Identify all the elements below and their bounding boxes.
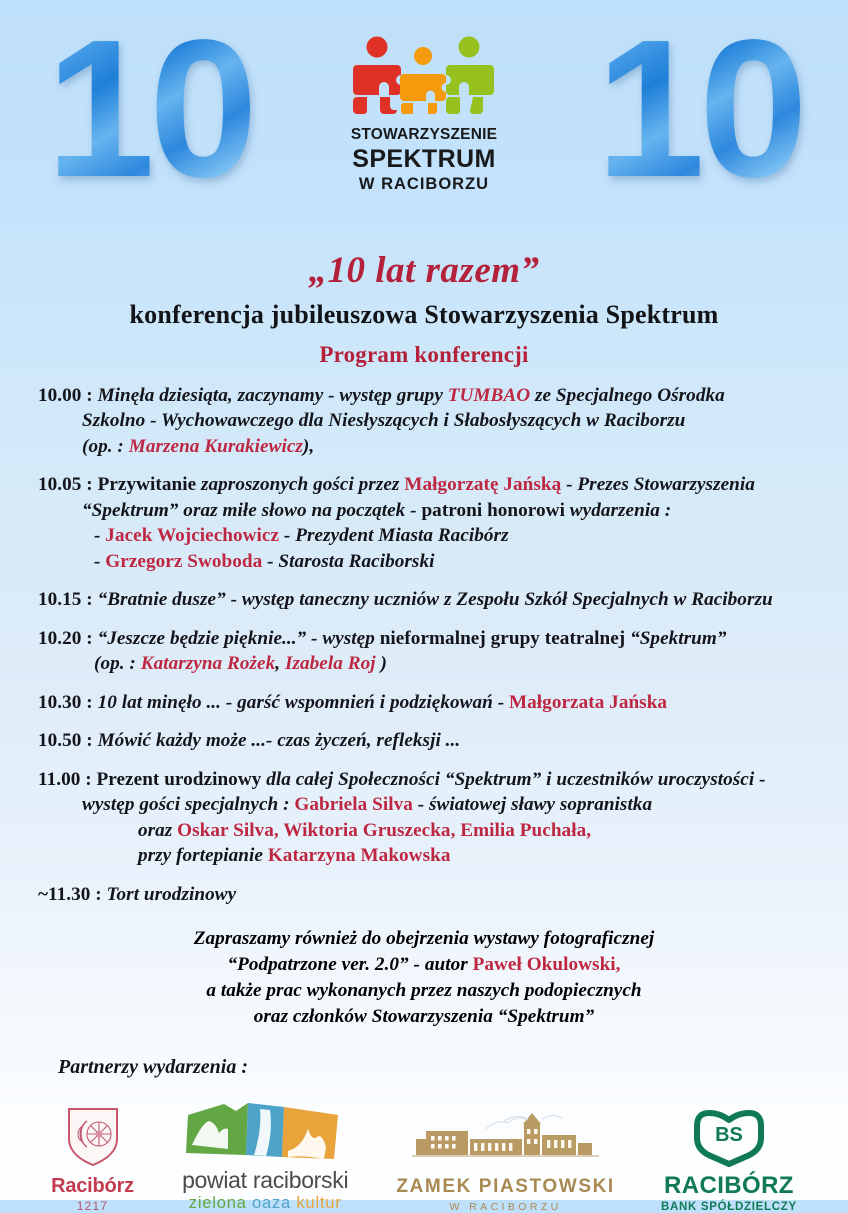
text-run: Paweł Okulowski, — [472, 954, 621, 976]
text-run: a także prac wykonanych przez naszych podopiecznych — [206, 980, 642, 1002]
partner-zamek-sub: W RACIBORZU — [449, 1201, 562, 1213]
program-list — [38, 383, 812, 908]
text-run: ) — [375, 653, 387, 675]
program-entry-line — [38, 651, 812, 677]
partner-powiat-wordmark — [180, 1167, 350, 1194]
spektrum-logo — [331, 34, 517, 194]
text-run: - — [94, 550, 106, 572]
bs-bank-shield-icon — [692, 1108, 766, 1164]
partner-bs-sub: BANK SPÓŁDZIELCZY — [661, 1201, 797, 1213]
program-entry-line — [38, 498, 812, 524]
logo-line-w-raciborzu: W RACIBORZU — [358, 175, 490, 193]
text-run: Mówić każdy może ...- czas życzeń, refleksji ... — [97, 730, 461, 752]
partners-row — [0, 1089, 848, 1213]
closing-line — [0, 952, 848, 978]
partner-zamek-piastowski — [396, 1109, 614, 1213]
text-run: “Spektrum” oraz miłe słowo na początek - — [82, 499, 422, 521]
program-heading: Program konferencji — [319, 341, 529, 367]
text-run: zaproszonych gości przez — [196, 474, 405, 496]
program-entry-line — [38, 818, 812, 844]
program-entry — [38, 767, 812, 869]
program-entry-line — [38, 434, 812, 460]
text-run: oraz — [138, 819, 178, 841]
program-entry-time: 10.00 : — [38, 384, 98, 406]
text-run: “Bratnie dusze” - występ taneczny uczniów z Zespołu Szkół Specjalnych w Raciborzu — [97, 589, 773, 611]
program-entry — [38, 472, 812, 574]
text-run: ), — [302, 435, 315, 457]
text-run: “Jeszcze będzie pięknie...” - występ — [97, 627, 380, 649]
text-run: Przywitanie — [97, 474, 197, 496]
program-entry-time: 10.20 : — [38, 627, 98, 649]
text-run: - Prezes Stowarzyszenia — [561, 474, 755, 496]
text-run: Zapraszamy również do obejrzenia wystawy fotograficznej — [193, 928, 655, 950]
text-run: (op. : — [94, 653, 141, 675]
program-entry-time: 11.00 : — [38, 768, 97, 790]
text-run: patroni honorowi — [421, 499, 565, 521]
logo-line-stowarzyszenie: STOWARZYSZENIE — [350, 126, 498, 143]
text-run: (op. : — [82, 435, 129, 457]
program-entry — [38, 728, 812, 754]
text-run: dla całej Społeczności “Spektrum” i uczestników uroczystości - — [261, 768, 766, 790]
powiat-tag-oaza: oaza — [252, 1194, 292, 1213]
program-entry-line — [38, 792, 812, 818]
program-entry-first-line — [38, 472, 812, 498]
text-run: ze Specjalnego Ośrodka — [530, 384, 725, 406]
spektrum-people-puzzle-icon — [344, 34, 504, 118]
raciborz-coat-of-arms-icon — [63, 1106, 123, 1168]
closing-line — [0, 1004, 848, 1030]
program-entry-time: 10.50 : — [38, 730, 98, 752]
program-entry-line — [38, 549, 812, 575]
program-entry — [38, 626, 812, 677]
text-run: - Prezydent Miasta Racibórz — [279, 525, 509, 547]
text-run: występ gości specjalnych : — [82, 794, 295, 816]
closing-line — [0, 978, 848, 1004]
text-run: Szkolno - Wychowawczego dla Niesłyszących i Słabosłyszących w Raciborzu — [82, 410, 686, 432]
program-entry-first-line — [38, 728, 812, 754]
program-entry-time: 10.30 : — [38, 691, 98, 713]
powiat-tag-kultur: kultur — [296, 1194, 342, 1213]
text-run: - światowej sławy sopranistka — [412, 794, 653, 816]
program-entry-first-line — [38, 767, 812, 793]
text-run: Katarzyna Makowska — [267, 845, 451, 867]
zamek-piastowski-castle-icon — [408, 1109, 603, 1167]
program-entry-first-line — [38, 690, 812, 716]
text-run: Jacek Wojciechowicz — [105, 525, 280, 547]
program-entry — [38, 587, 812, 613]
text-run: Gabriela Silva — [294, 794, 413, 816]
page-subtitle: konferencja jubileuszowa Stowarzyszenia Spektrum — [129, 299, 719, 329]
program-entry-first-line — [38, 882, 812, 908]
partner-raciborz-year: 1217 — [76, 1199, 109, 1213]
closing-note — [0, 926, 848, 1030]
program-entry-first-line — [38, 626, 812, 652]
partner-powiat-tagline — [180, 1194, 350, 1213]
partner-powiat-raciborski — [180, 1099, 350, 1213]
partner-zamek-name: ZAMEK PIASTOWSKI — [396, 1176, 615, 1198]
text-run: Marzena Kurakiewicz — [128, 435, 303, 457]
poster-header — [0, 0, 848, 222]
text-run: Izabela Roj — [284, 653, 376, 675]
text-run: TUMBAO — [447, 384, 531, 406]
program-entry — [38, 690, 812, 716]
text-run: “Podpatrzone ver. 2.0” - autor — [227, 954, 473, 976]
partners-label: Partnerzy wydarzenia : — [58, 1056, 248, 1079]
text-run: Katarzyna Rożek — [140, 653, 276, 675]
text-run: nieformalnej grupy teatralnej — [379, 627, 626, 649]
program-entry-line — [38, 408, 812, 434]
text-run: Małgorzatę Jańską — [404, 474, 562, 496]
text-run: Grzegorz Swoboda — [105, 550, 263, 572]
text-run: - — [94, 525, 106, 547]
text-run: - Starosta Raciborski — [262, 550, 435, 572]
partner-raciborz — [51, 1106, 134, 1213]
text-run: przy fortepianie — [138, 845, 268, 867]
text-run: Tort urodzinowy — [106, 883, 237, 905]
program-entry-first-line — [38, 587, 812, 613]
logo-line-spektrum: SPEKTRUM — [352, 145, 496, 173]
program-entry-time: 10.15 : — [38, 589, 98, 611]
closing-line — [0, 926, 848, 952]
program-entry-time: ~11.30 : — [38, 883, 107, 905]
powiat-raciborski-logo-icon — [180, 1099, 350, 1161]
text-run: 10 lat minęło ... - garść wspomnień i podziękowań - — [97, 691, 509, 713]
bs-monogram: BS — [715, 1124, 743, 1147]
program-entry-time: 10.05 : — [38, 474, 98, 496]
partner-bs-raciborz — [661, 1108, 797, 1213]
text-run: , — [275, 653, 285, 675]
partner-raciborz-name: Racibórz — [51, 1175, 134, 1198]
program-entry-line — [38, 523, 812, 549]
program-entry-first-line — [38, 383, 812, 409]
page-title: „10 lat razem” — [308, 250, 540, 291]
text-run: Minęła dziesiąta, zaczynamy - występ grupy — [97, 384, 448, 406]
powiat-word1: powiat — [182, 1167, 247, 1194]
balloon-number-right: 10 — [576, 16, 822, 206]
text-run: Prezent urodzinowy — [96, 768, 262, 790]
program-entry — [38, 383, 812, 460]
text-run: Małgorzata Jańska — [509, 691, 668, 713]
text-run: Oskar Silva, Wiktoria Gruszecka, Emilia Puchała, — [177, 819, 592, 841]
partner-bs-name: RACIBÓRZ — [664, 1172, 794, 1200]
title-block — [0, 252, 848, 368]
balloon-number-left: 10 — [26, 16, 272, 206]
text-run: oraz członków Stowarzyszenia “Spektrum” — [253, 1006, 595, 1028]
text-run: wydarzenia : — [564, 499, 672, 521]
program-entry-line — [38, 843, 812, 869]
powiat-word2: raciborski — [252, 1167, 349, 1194]
program-entry — [38, 882, 812, 908]
powiat-tag-zielona: zielona — [188, 1194, 247, 1213]
text-run: “Spektrum” — [625, 627, 727, 649]
